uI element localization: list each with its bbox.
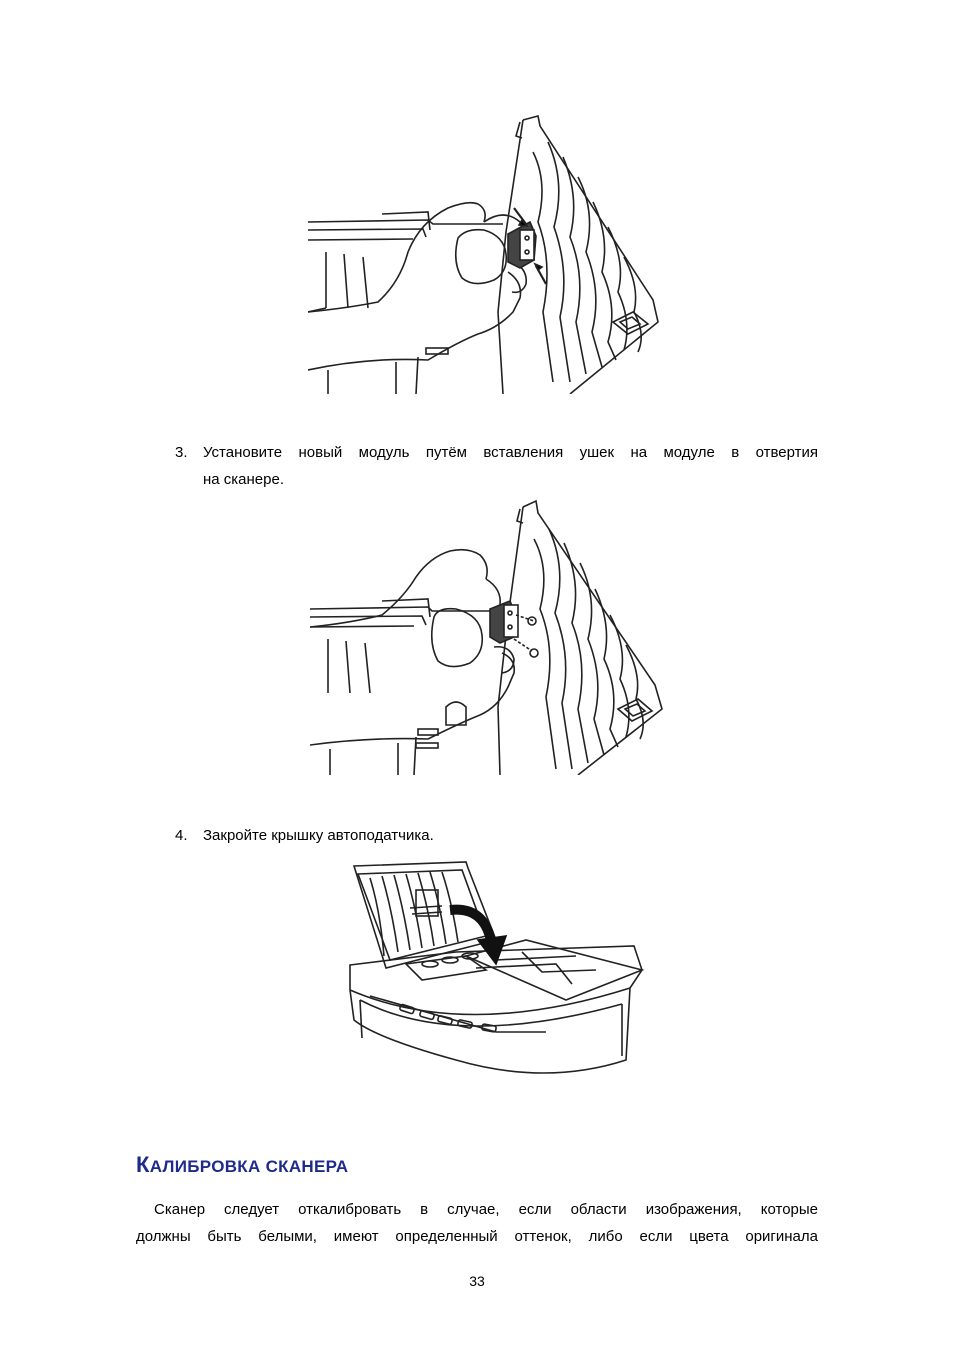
calibration-paragraph bbox=[136, 1196, 818, 1250]
section-heading bbox=[136, 1152, 348, 1178]
figure-remove-module bbox=[308, 112, 670, 394]
step-3-line-1: Установите новый модуль путём вставления ушек на модуле в отвертия bbox=[203, 444, 818, 461]
section-heading-initial: К bbox=[136, 1152, 150, 1177]
step-3-number: 3. bbox=[175, 444, 188, 461]
step-3-line-2: на сканере. bbox=[203, 471, 285, 488]
paragraph-line-1: Сканер следует откалибровать в случае, если области изображения, которые bbox=[154, 1201, 818, 1218]
section-heading-rest: АЛИБРОВКА СКАНЕРА bbox=[149, 1157, 349, 1176]
figure-close-adf-cover bbox=[346, 860, 646, 1090]
page-number: 33 bbox=[469, 1273, 485, 1289]
step-3-text bbox=[203, 439, 818, 493]
figure-insert-module bbox=[310, 497, 670, 775]
step-4-number: 4. bbox=[175, 827, 188, 844]
step-4-text: Закройте крышку автоподатчика. bbox=[203, 827, 434, 844]
paragraph-line-2: должны быть белыми, имеют определенный оттенок, либо если цвета оригинала bbox=[136, 1228, 818, 1245]
